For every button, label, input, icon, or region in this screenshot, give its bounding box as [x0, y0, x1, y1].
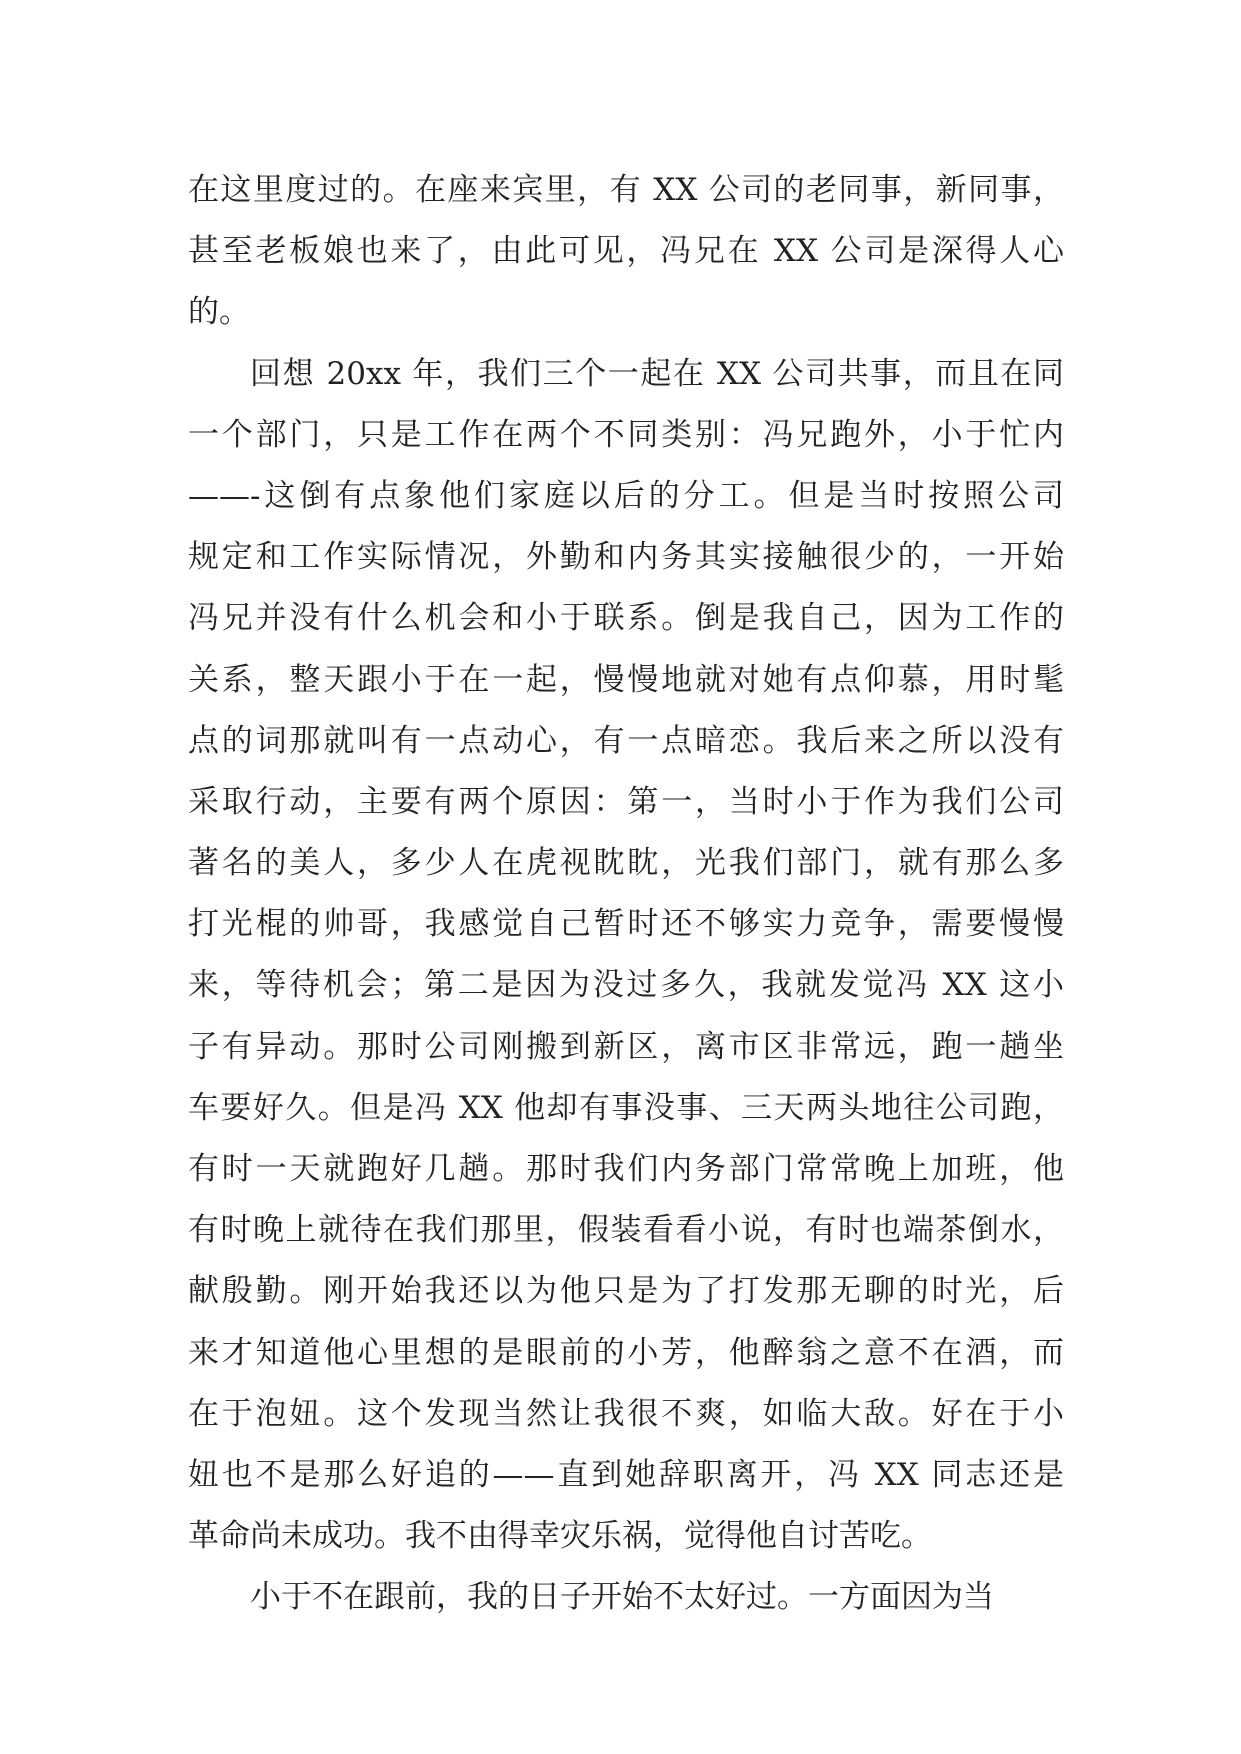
text-line: 一个部门，只是工作在两个不同类别：冯兄跑外，小于忙内 — [188, 416, 1064, 453]
text-line: 车要好久。但是冯 XX 他却有事没事、三天两头地往公司跑， — [188, 1089, 1064, 1126]
text-line: 有时晚上就待在我们那里，假装看看小说，有时也端茶倒水， — [188, 1212, 1064, 1249]
paragraph — [188, 344, 1064, 1568]
document-body — [188, 160, 1064, 1629]
text-line: 革命尚未成功。我不由得幸灾乐祸，觉得他自讨苦吃。 — [188, 1518, 932, 1555]
text-line: 在这里度过的。在座来宾里，有 XX 公司的老同事，新同事， — [188, 172, 1064, 208]
text-line: 著名的美人，多少人在虎视眈眈，光我们部门，就有那么多 — [188, 845, 1064, 882]
text-line: 采取行动，主要有两个原因：第一，当时小于作为我们公司 — [188, 783, 1064, 820]
text-line: ——-这倒有点象他们家庭以后的分工。但是当时按照公司 — [188, 477, 1064, 514]
text-line: 小于不在跟前，我的日子开始不太好过。一方面因为当 — [250, 1579, 994, 1616]
text-line: 打光棍的帅哥，我感觉自己暂时还不够实力竞争，需要慢慢 — [188, 906, 1064, 943]
text-line: 关系，整天跟小于在一起，慢慢地就对她有点仰慕，用时髦 — [188, 661, 1064, 698]
text-line: 甚至老板娘也来了，由此可见，冯兄在 XX 公司是深得人心 — [188, 233, 1064, 270]
text-line: 回想 20xx 年，我们三个一起在 XX 公司共事，而且在同 — [250, 355, 1064, 392]
text-line: 在于泡妞。这个发现当然让我很不爽，如临大敌。好在于小 — [188, 1395, 1064, 1432]
text-line: 的。 — [188, 294, 250, 331]
text-line: 来才知道他心里想的是眼前的小芳，他醉翁之意不在酒，而 — [188, 1334, 1064, 1371]
paragraph — [188, 1567, 1064, 1628]
text-line: 妞也不是那么好追的——直到她辞职离开，冯 XX 同志还是 — [188, 1456, 1064, 1493]
text-line: 子有异动。那时公司刚搬到新区，离市区非常远，跑一趟坐 — [188, 1028, 1064, 1065]
text-line: 有时一天就跑好几趟。那时我们内务部门常常晚上加班，他 — [188, 1151, 1064, 1187]
text-line: 点的词那就叫有一点动心，有一点暗恋。我后来之所以没有 — [188, 722, 1064, 759]
text-line: 来，等待机会；第二是因为没过多久，我就发觉冯 XX 这小 — [188, 967, 1064, 1004]
paragraph — [188, 160, 1064, 344]
text-line: 规定和工作实际情况，外勤和内务其实接触很少的，一开始 — [188, 539, 1064, 576]
text-line: 献殷勤。刚开始我还以为他只是为了打发那无聊的时光，后 — [188, 1273, 1064, 1310]
text-line: 冯兄并没有什么机会和小于联系。倒是我自己，因为工作的 — [188, 600, 1064, 637]
